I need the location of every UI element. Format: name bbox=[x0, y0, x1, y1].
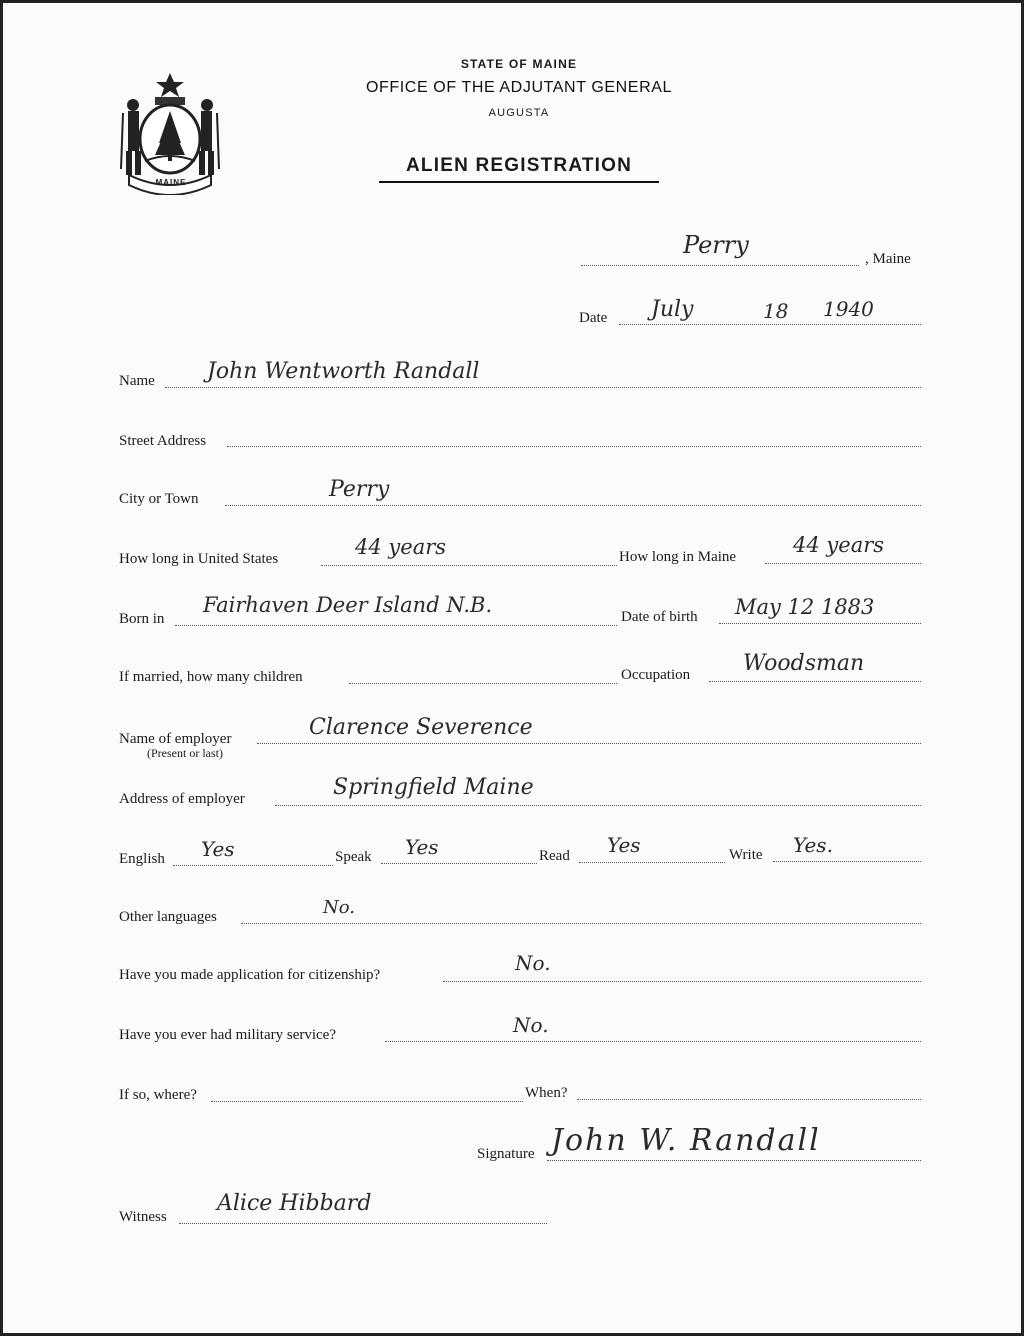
military-line bbox=[385, 1041, 921, 1042]
street-line bbox=[227, 446, 921, 447]
city-line bbox=[225, 505, 921, 506]
speak-line bbox=[381, 863, 537, 864]
english-line bbox=[173, 865, 333, 866]
date-year-value[interactable]: 1940 bbox=[823, 297, 874, 321]
citizenship-label: Have you made application for citizenship? bbox=[119, 967, 381, 983]
other-languages-value[interactable]: No. bbox=[323, 897, 355, 918]
town-value[interactable]: Perry bbox=[683, 231, 749, 259]
header-city: AUGUSTA bbox=[488, 107, 550, 119]
date-month-value[interactable]: July bbox=[651, 297, 694, 322]
us-duration-value[interactable]: 44 years bbox=[355, 535, 447, 559]
us-duration-label: How long in United States bbox=[119, 551, 279, 567]
english-value[interactable]: Yes bbox=[201, 837, 235, 861]
form-title: ALIEN REGISTRATION bbox=[405, 155, 633, 176]
children-label: If married, how many children bbox=[119, 669, 303, 685]
employer-address-line bbox=[275, 805, 921, 806]
maine-duration-line bbox=[765, 563, 921, 564]
born-label: Born in bbox=[119, 611, 165, 627]
city-label: City or Town bbox=[119, 491, 199, 507]
when-line bbox=[577, 1099, 921, 1100]
read-label: Read bbox=[539, 848, 570, 864]
other-languages-label: Other languages bbox=[119, 909, 217, 925]
us-duration-line bbox=[321, 565, 617, 566]
witness-label: Witness bbox=[119, 1209, 167, 1225]
signature-label: Signature bbox=[477, 1146, 535, 1162]
header-state: STATE OF MAINE bbox=[460, 57, 578, 71]
read-line bbox=[579, 862, 725, 863]
date-label: Date bbox=[579, 310, 608, 326]
maine-duration-label: How long in Maine bbox=[619, 549, 737, 565]
name-value[interactable]: John Wentworth Randall bbox=[207, 359, 480, 384]
employer-value[interactable]: Clarence Severence bbox=[309, 715, 533, 740]
speak-label: Speak bbox=[335, 849, 372, 865]
speak-value[interactable]: Yes bbox=[405, 835, 439, 859]
employer-line bbox=[257, 743, 921, 744]
occupation-line bbox=[709, 681, 921, 682]
children-line bbox=[349, 683, 617, 684]
english-label: English bbox=[119, 851, 165, 867]
employer-label: Name of employer bbox=[119, 731, 232, 747]
born-line bbox=[175, 625, 617, 626]
military-value[interactable]: No. bbox=[513, 1013, 549, 1037]
city-value[interactable]: Perry bbox=[329, 477, 390, 502]
maine-duration-value[interactable]: 44 years bbox=[793, 533, 885, 557]
dob-label: Date of birth bbox=[621, 609, 698, 625]
citizenship-line bbox=[443, 981, 921, 982]
name-label: Name bbox=[119, 373, 155, 389]
when-label: When? bbox=[525, 1085, 568, 1101]
date-day-value[interactable]: 18 bbox=[763, 299, 789, 323]
where-label: If so, where? bbox=[119, 1087, 197, 1103]
street-label: Street Address bbox=[119, 433, 207, 449]
dob-value[interactable]: May 12 1883 bbox=[735, 595, 875, 619]
occupation-label: Occupation bbox=[621, 667, 691, 683]
maine-label: , Maine bbox=[865, 251, 911, 267]
seal-banner-text: MAINE bbox=[155, 178, 187, 187]
read-value[interactable]: Yes bbox=[607, 833, 641, 857]
other-languages-line bbox=[241, 923, 921, 924]
employer-address-label: Address of employer bbox=[119, 791, 245, 807]
citizenship-value[interactable]: No. bbox=[515, 951, 551, 975]
dob-line bbox=[719, 623, 921, 624]
write-label: Write bbox=[729, 847, 763, 863]
where-line bbox=[211, 1101, 523, 1102]
employer-address-value[interactable]: Springfield Maine bbox=[333, 775, 534, 800]
write-line bbox=[773, 861, 921, 862]
born-value[interactable]: Fairhaven Deer Island N.B. bbox=[203, 593, 493, 617]
occupation-value[interactable]: Woodsman bbox=[743, 651, 865, 676]
employer-sublabel: (Present or last) bbox=[147, 746, 223, 760]
witness-value[interactable]: Alice Hibbard bbox=[217, 1191, 372, 1216]
date-line bbox=[619, 324, 921, 325]
header-office: OFFICE OF THE ADJUTANT GENERAL bbox=[365, 79, 673, 96]
witness-line bbox=[179, 1223, 547, 1224]
town-line bbox=[581, 265, 859, 266]
signature-line bbox=[547, 1160, 921, 1161]
signature-value[interactable]: John W. Randall bbox=[551, 1123, 821, 1158]
write-value[interactable]: Yes. bbox=[793, 833, 833, 857]
name-line bbox=[165, 387, 921, 388]
title-underline bbox=[379, 181, 659, 183]
military-label: Have you ever had military service? bbox=[119, 1027, 336, 1043]
